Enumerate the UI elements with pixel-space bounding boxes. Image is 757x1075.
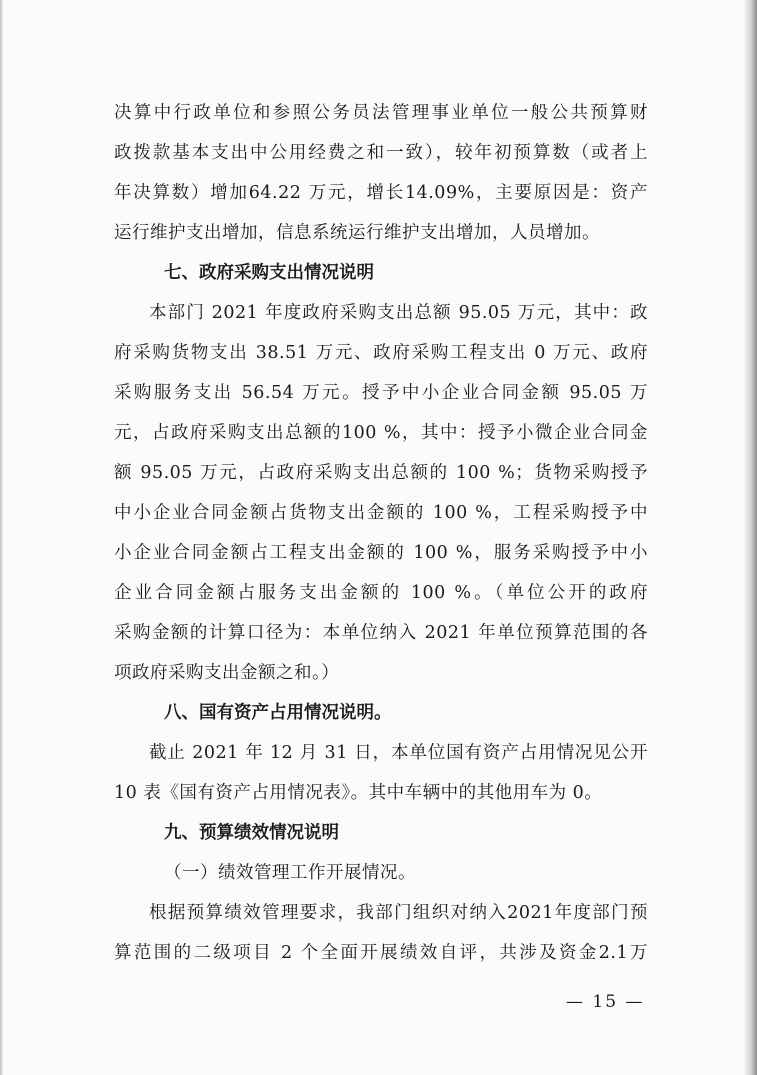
page-content (114, 93, 648, 973)
text-line: 年决算数）增加64.22 万元，增长14.09%，主要原因是：资产 (114, 183, 648, 203)
text-line: 10 表《国有资产占用情况表》。其中车辆中的其他用车为 0。 (114, 783, 603, 803)
subsection-heading: （一）绩效管理工作开展情况。 (164, 863, 416, 883)
text-line: 决算中行政单位和参照公务员法管理事业单位一般公共预算财 (114, 103, 648, 123)
text-line: 根据预算绩效管理要求，我部门组织对纳入2021年度部门预 (149, 903, 648, 923)
text-line: 采购金额的计算口径为：本单位纳入 2021 年单位预算范围的各 (114, 623, 648, 643)
scan-edge-left (0, 0, 3, 1075)
page-number: — 15 — (566, 992, 645, 1012)
section-heading-9: 九、预算绩效情况说明 (164, 823, 339, 843)
text-line: 项政府采购支出金额之和。） (114, 663, 340, 683)
text-line: 额 95.05 万元，占政府采购支出总额的 100 %；货物采购授予 (114, 463, 648, 483)
text-line: 采购服务支出 56.54 万元。授予中小企业合同金额 95.05 万 (114, 383, 648, 403)
text-line: 本部门 2021 年度政府采购支出总额 95.05 万元，其中：政 (149, 303, 648, 323)
text-line: 中小企业合同金额占货物支出金额的 100 %，工程采购授予中 (114, 503, 648, 523)
text-line: 政拨款基本支出中公用经费之和一致），较年初预算数（或者上 (114, 143, 648, 163)
text-line: 府采购货物支出 38.51 万元、政府采购工程支出 0 万元、政府 (114, 343, 648, 363)
text-line: 截止 2021 年 12 月 31 日，本单位国有资产占用情况见公开 (149, 743, 648, 763)
text-line: 算范围的二级项目 2 个全面开展绩效自评，共涉及资金2.1万 (114, 943, 648, 963)
text-line: 小企业合同金额占工程支出金额的 100 %，服务采购授予中小 (114, 543, 648, 563)
section-heading-7: 七、政府采购支出情况说明 (164, 263, 374, 283)
scan-edge-right (743, 0, 757, 1075)
text-line: 企业合同金额占服务支出金额的 100 %。（单位公开的政府 (114, 583, 648, 603)
text-line: 运行维护支出增加，信息系统运行维护支出增加，人员增加。 (114, 223, 600, 243)
section-heading-8: 八、国有资产占用情况说明。 (164, 703, 392, 723)
text-line: 元，占政府采购支出总额的100 %，其中：授予小微企业合同金 (114, 423, 648, 443)
